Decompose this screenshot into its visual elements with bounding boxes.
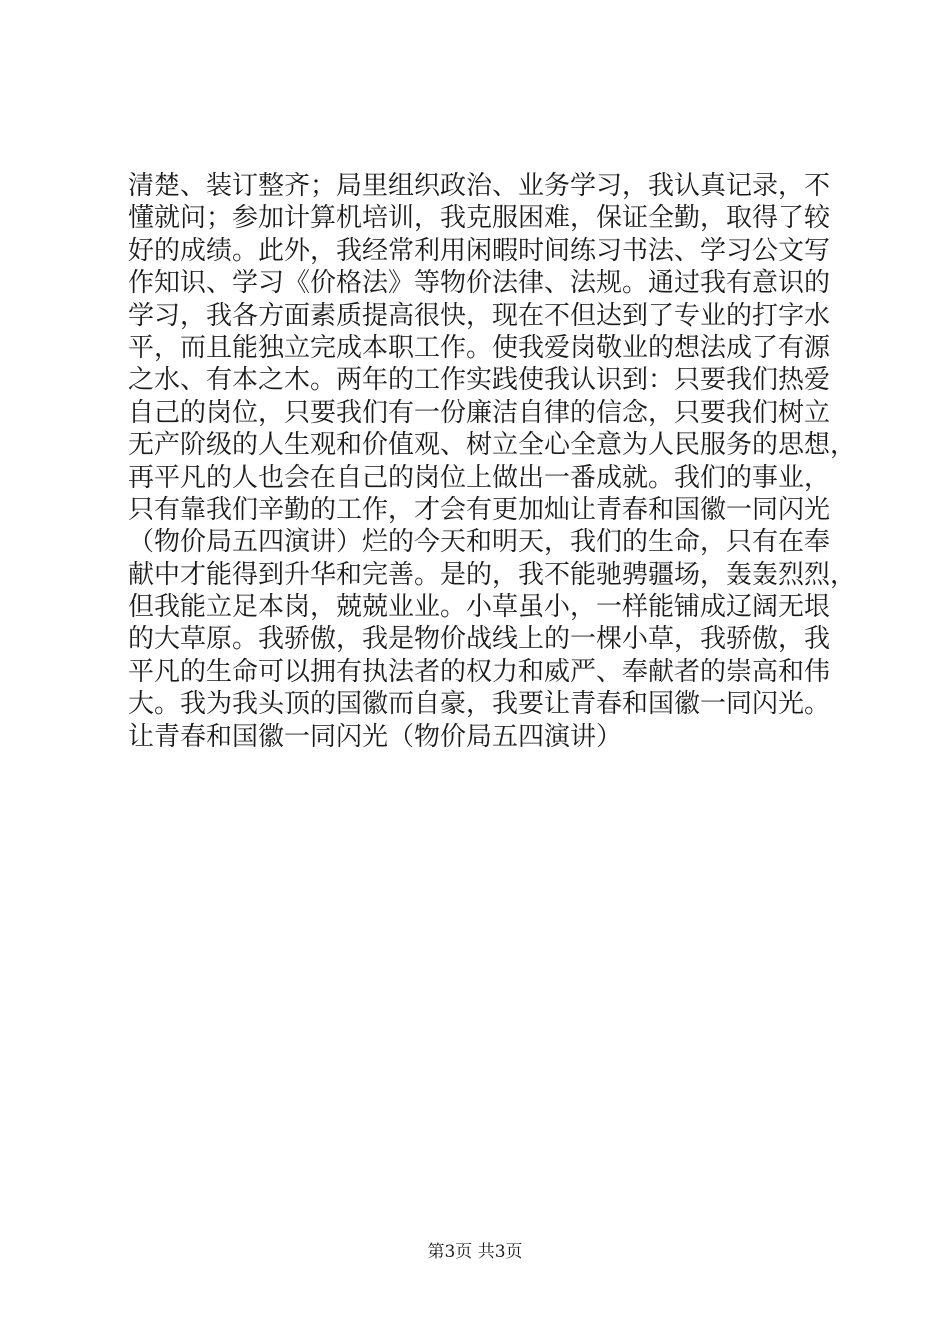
text-line: 平，而且能独立完成本职工作。使我爱岗敬业的想法成了有源	[128, 332, 831, 363]
text-line: 懂就问；参加计算机培训，我克服困难，保证全勤，取得了较	[128, 203, 831, 234]
text-line: 无产阶级的人生观和价值观、树立全心全意为人民服务的思想，	[128, 430, 857, 461]
text-line: 但我能立足本岗，兢兢业业。小草虽小，一样能铺成辽阔无垠	[128, 592, 831, 623]
text-line: 清楚、装订整齐；局里组织政治、业务学习，我认真记录，不	[128, 171, 831, 201]
text-line: 作知识、学习《价格法》等物价法律、法规。通过我有意识的	[128, 268, 831, 299]
text-line: 献中才能得到升华和完善。是的，我不能驰骋疆场，轰轰烈烈，	[128, 559, 857, 590]
text-line: 自己的岗位，只要我们有一份廉洁自律的信念，只要我们树立	[128, 397, 831, 428]
text-line: 学习，我各方面素质提高很快，现在不但达到了专业的打字水	[128, 300, 831, 331]
text-line: 再平凡的人也会在自己的岗位上做出一番成就。我们的事业，	[128, 462, 831, 493]
page-number: 第3页 共3页	[427, 1242, 523, 1262]
text-line: 的大草原。我骄傲，我是物价战线上的一棵小草，我骄傲，我	[128, 624, 831, 655]
text-line: 大。我为我头顶的国徽而自豪，我要让青春和国徽一同闪光。	[128, 689, 831, 720]
text-line: 平凡的生命可以拥有执法者的权力和威严、奉献者的崇高和伟	[128, 656, 831, 687]
text-line: 让青春和国徽一同闪光（物价局五四演讲）	[128, 721, 623, 752]
page-footer	[0, 1240, 950, 1264]
text-line: 好的成绩。此外，我经常利用闲暇时间练习书法、学习公文写	[128, 235, 831, 266]
body-text	[128, 170, 857, 753]
text-line: 只有靠我们辛勤的工作，才会有更加灿让青春和国徽一同闪光	[128, 494, 831, 525]
text-line: （物价局五四演讲）烂的今天和明天，我们的生命，只有在奉	[128, 527, 831, 558]
text-line: 之水、有本之木。两年的工作实践使我认识到：只要我们热爱	[128, 365, 831, 396]
